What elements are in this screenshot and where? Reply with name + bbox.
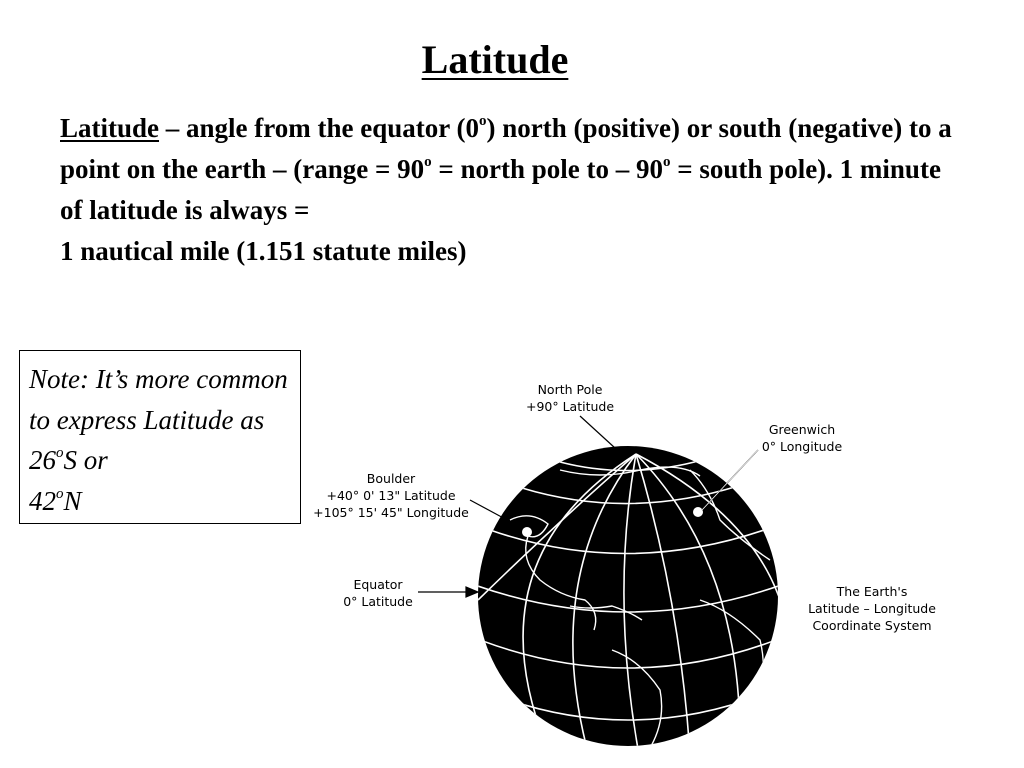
note-text-3: 42	[29, 485, 56, 516]
greenwich-marker	[693, 507, 703, 517]
note-degree-sup-2: o	[56, 485, 64, 502]
boulder-line3: +105° 15' 45" Longitude	[313, 505, 469, 520]
degree-sup-1: o	[478, 113, 487, 129]
slide-title: Latitude	[421, 37, 569, 82]
caption-line1: The Earth's	[836, 584, 908, 599]
definition-text-2: ) north (positive) or south (negative) to a point on the earth – (range = 90	[60, 113, 952, 184]
note-text-2: S or	[63, 445, 108, 475]
degree-sup-2: o	[424, 154, 432, 170]
north-pole-line2: +90° Latitude	[525, 399, 615, 414]
globe-sphere	[478, 446, 778, 746]
greenwich-line1: Greenwich	[768, 422, 836, 437]
definition-term: Latitude	[60, 113, 160, 143]
boulder-label	[306, 470, 476, 521]
definition-text-3: = north pole to – 90	[431, 154, 664, 184]
boulder-line2: +40° 0' 13" Latitude	[326, 488, 456, 503]
boulder-marker	[522, 527, 532, 537]
degree-sup-3: o	[663, 154, 671, 170]
definition-text-5: 1 nautical mile (1.151 statute miles)	[60, 236, 467, 266]
greenwich-label	[754, 421, 850, 455]
caption-line2: Latitude – Longitude	[808, 601, 936, 616]
north-pole-leader	[580, 416, 615, 448]
greenwich-line2: 0° Longitude	[761, 439, 843, 454]
note-degree-sup-1: o	[56, 445, 64, 461]
note-text-4: N	[63, 485, 82, 516]
caption-line3: Coordinate System	[812, 618, 932, 633]
equator-label	[330, 576, 426, 610]
note-text-1: Note: It’s more common to express Latitude as 26	[29, 364, 288, 475]
north-pole-label	[522, 381, 618, 415]
definition-text-4: = south pole). 1 minute of latitude is always =	[60, 154, 941, 225]
boulder-line1: Boulder	[366, 471, 416, 486]
equator-arrow	[466, 587, 478, 597]
definition-text-1: – angle from the equator (0	[159, 113, 479, 143]
equator-line2: 0° Latitude	[343, 594, 413, 609]
equator-line1: Equator	[353, 577, 403, 592]
north-pole-line1: North Pole	[537, 382, 603, 397]
caption-label	[796, 583, 948, 634]
